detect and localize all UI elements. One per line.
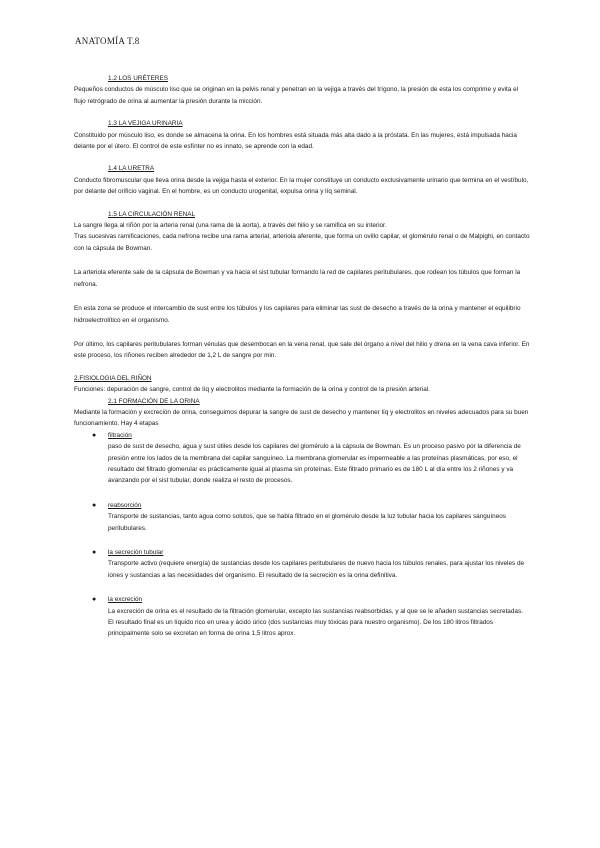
paragraph-circulacion-4: En esta zona se produce el intercambio de sust entre los túbulos y los capilares para eliminar las sust de desecho a través de la orina y mantener el equilibrio hidroelectrolítico en el organismo. bbox=[74, 305, 521, 324]
section-heading-ureteres: 1.2 LOS URÉTERES bbox=[108, 75, 169, 82]
paragraph-formacion: Mediante la formación y excreción de orina, conseguimos depurar la sangre de sust de desecho y mantener líq y electrolitos en niveles adecuados para su buen funcionamiento. Hay 4 etapas bbox=[74, 408, 529, 428]
bullet-icon: ● bbox=[92, 549, 97, 556]
bullet-icon: ● bbox=[92, 596, 97, 604]
list-item-text: Transporte de sustancias, tanto agua como solutos, que se había filtrado en el glomérulo desde la luz tubular hacia los capilares sanguíneos peritubulares. bbox=[108, 513, 507, 532]
bullet-icon: ● bbox=[92, 431, 97, 439]
section-heading-uretra: 1.4 LA URETRA bbox=[108, 165, 155, 173]
list-item-title: la secreción tubular bbox=[108, 549, 164, 556]
section-heading-vejiga: 1.3 LA VEJIGA URINARIA bbox=[108, 120, 183, 128]
section-heading-fisiologia: 2.FISIOLOGIA DEL RIÑON bbox=[74, 374, 152, 382]
list-item-filtracion bbox=[74, 430, 530, 487]
list-item-text: La excreción de orina es el resultado de la filtración glomerular, excepto las sustancias reabsorbidas, y al que se le añaden sustancias secretadas. El resultado final es un líquido rico en urea y ácido úrico (dos sustancias muy tóxicas para nuestro organismo). De los 180 litros filtrados principalmente solo se excretan en forma de orina 1,5 litros aprox. bbox=[108, 607, 523, 638]
paragraph-circulacion-1: La sangre llega al riñón por la arteria renal (una rama de la aorta), a través del hilio y se ramifica en su interior. bbox=[74, 222, 387, 230]
list-item-reabsorcion bbox=[74, 500, 530, 534]
section-heading-formacion: 2.1 FORMACIÓN DE LA ORINA bbox=[108, 397, 200, 405]
paragraph-circulacion-3: La arteriola eferente sale de la cápsula de Bowman y va hacia el sist tubular formando la red de capilares peritubulares, que rodean los túbulos que forman la nefrona. bbox=[74, 269, 521, 288]
list-item-text: paso de sust de desecho, agua y sust útiles desde los capilares del glomérulo a la cápsula de Bowman. Es un proceso pasivo por la diferencia de presión entre los lados de la membrana del capilar sanguíneo. La membrana glomerular es impermeable a las proteínas plasmáticas, por eso, el resultado del filtrado glomerular es prácticamente igual al plasma sin proteínas. Este filtrado primario es de 180 L al día entre los 2 riñones y va avanzando por el sist tubular, donde realiza el resto de procesos. bbox=[108, 443, 521, 485]
paragraph-circulacion-2: Tras sucesivas ramificaciones, cada nefrona recibe una rama arterial, arteriola aferente, que forma un ovillo capilar, el glomérulo renal o de Malpighi, en contacto con la cápsula de Bowman. bbox=[74, 233, 530, 252]
bullet-icon: ● bbox=[92, 501, 97, 509]
section-heading-circulacion: 1.5 LA CIRCULACIÓN RENAL bbox=[108, 210, 196, 218]
list-item-title: filtración bbox=[108, 431, 132, 439]
document-header-title: ANATOMÍA T.8 bbox=[75, 36, 140, 46]
list-item-secrecion bbox=[74, 547, 530, 581]
list-item-title: reabsorción bbox=[108, 501, 142, 509]
paragraph-vejiga: Constituido por músculo liso, es donde se almacena la orina. En los hombres está situada más alta dado a la próstata. En las mujeres, está impulsada hacia delante por el útero. El control de este esfínter no es innato, se aprende con la edad. bbox=[74, 131, 517, 151]
paragraph-ureteres: Pequeños conductos de músculo liso que se originan en la pelvis renal y penetran en la vejiga a través del trígono, la presión de esta los comprime y evita el flujo retrógrado de orina al aumentar la presión durante la micción. bbox=[74, 86, 519, 105]
paragraph-circulacion-5: Por último, los capilares peritubulares forman vénulas que desembocan en la vena renal, que sale del órgano a nivel del hilio y drena en la vena cava inferior. En este proceso, los riñones reciben alrededor de 1,2 L de sangre por min. bbox=[74, 340, 530, 360]
paragraph-fisiologia: Funciones: depuración de sangre, control de líq y electrolitos mediante la formación de la orina y control de la presión arterial. bbox=[74, 386, 430, 394]
list-item-excrecion bbox=[74, 594, 530, 640]
list-item-text: Transporte activo (requiere energía) de sustancias desde los capilares peritubulares de nuevo hacia los túbulos renales, para ajustar los niveles de iones y sustancias a las necesidades del organismo. El resultado de la secreción es la orina definitiva. bbox=[108, 560, 525, 579]
paragraph-uretra: Conducto fibromuscular que lleva orina desde la vejiga hasta el exterior. En la mujer constituye un conducto exclusivamente urinario que termina en el vestíbulo, por delante del orificio vaginal. En el hombre, es un conducto urogenital, expulsa orina y líq seminal. bbox=[74, 176, 529, 196]
document-body bbox=[74, 73, 530, 640]
list-item-title: la excreción bbox=[108, 596, 143, 604]
